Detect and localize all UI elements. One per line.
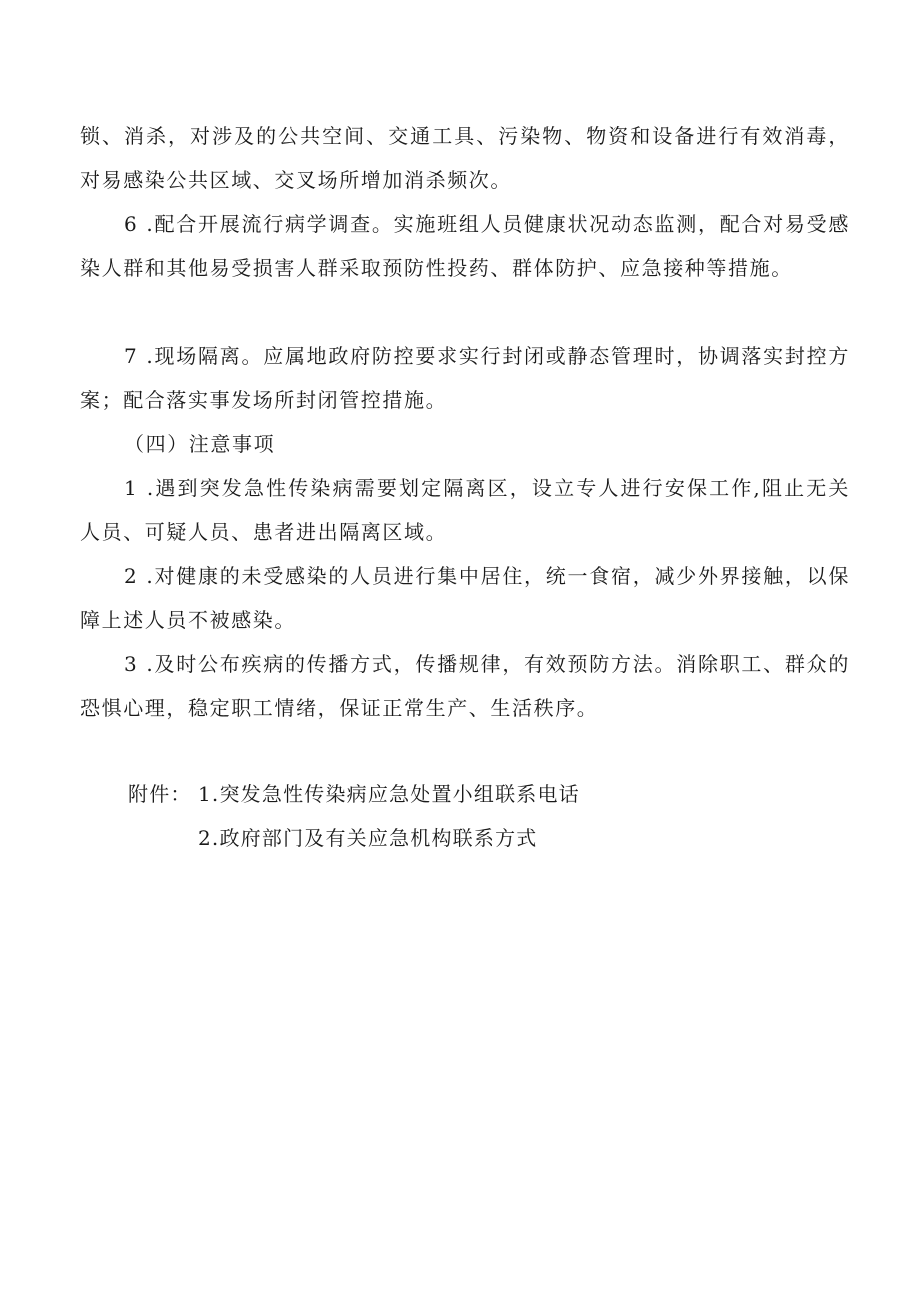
note-2-paragraph: 2 .对健康的未受感染的人员进行集中居住，统一食宿，减少外界接触，以保障上述人员不被感染。 [80,564,850,632]
attachment-item-2: 2.政府部门及有关应急机构联系方式 [198,826,538,850]
attachment-item-1: 1.突发急性传染病应急处置小组联系电话 [198,782,580,806]
note-3-paragraph: 3 .及时公布疾病的传播方式，传播规律，有效预防方法。消除职工、群众的恐惧心理，稳定职工情绪，保证正常生产、生活秩序。 [80,652,850,720]
note-1-paragraph: 1 .遇到突发急性传染病需要划定隔离区，设立专人进行安保工作,阻止无关人员、可疑人员、患者进出隔离区域。 [80,476,850,544]
item-7-paragraph: 7 .现场隔离。应属地政府防控要求实行封闭或静态管理时，协调落实封控方案；配合落实事发场所封闭管控措施。 [80,344,850,412]
continuation-paragraph: 锁、消杀，对涉及的公共空间、交通工具、污染物、物资和设备进行有效消毒，对易感染公共区域、交叉场所增加消杀频次。 [80,124,850,192]
section-heading: （四）注意事项 [124,432,276,456]
item-6-paragraph: 6 .配合开展流行病学调查。实施班组人员健康状况动态监测，配合对易受感染人群和其他易受损害人群采取预防性投药、群体防护、应急接种等措施。 [80,212,850,280]
attachments-label: 附件： [128,782,192,806]
